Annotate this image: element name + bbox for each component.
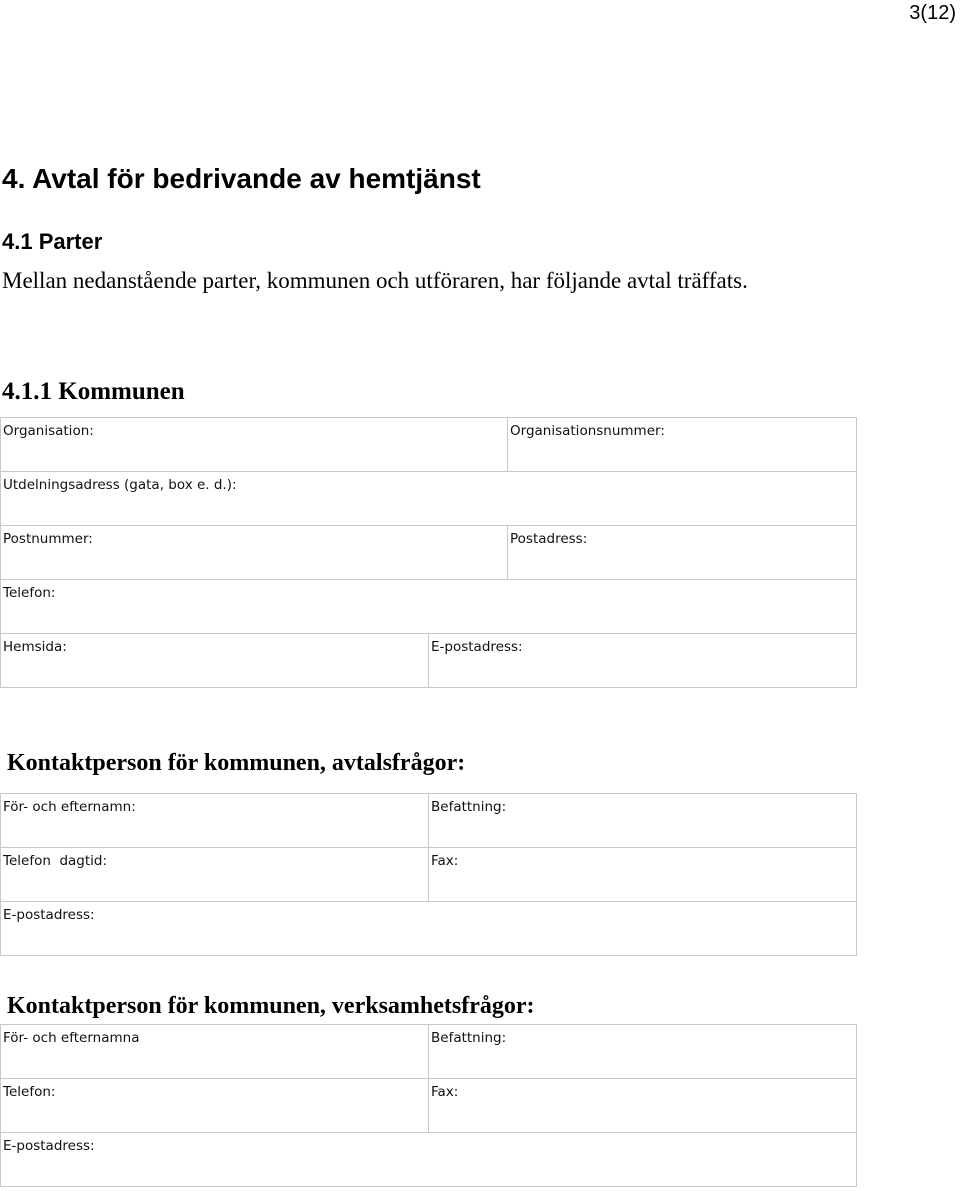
postnummer-label: Postnummer:	[3, 531, 93, 547]
page-number: 3(12)	[909, 2, 956, 24]
telefon-label: Telefon:	[3, 585, 56, 601]
avtal-namn-label: För- och efternamn:	[3, 799, 136, 815]
verksamhet-fax-label: Fax:	[431, 1084, 459, 1100]
verksamhet-namn-label: För- och efternamna	[3, 1030, 140, 1046]
verksamhet-epost-label: E-postadress:	[3, 1138, 95, 1154]
hemsida-label: Hemsida:	[3, 639, 67, 655]
utdelningsadress-field[interactable]	[1, 472, 857, 526]
kommun-form	[0, 417, 857, 688]
avtal-befattning-field[interactable]	[429, 794, 857, 848]
intro-paragraph: Mellan nedanstående parter, kommunen och utföraren, har följande avtal träffats.	[2, 268, 748, 293]
subsection-heading: 4.1.1 Kommunen	[2, 378, 185, 405]
organisation-label: Organisation:	[3, 423, 94, 439]
contact-avtal-form	[0, 793, 857, 956]
page-heading: 4. Avtal för bedrivande av hemtjänst	[2, 163, 481, 194]
avtal-namn-field[interactable]	[1, 794, 429, 848]
contact-verksamhet-heading: Kontaktperson för kommunen, verksamhetsfrågor:	[7, 993, 535, 1019]
verksamhet-telefon-label: Telefon:	[3, 1084, 56, 1100]
verksamhet-epost-field[interactable]	[1, 1133, 857, 1187]
utdelningsadress-label: Utdelningsadress (gata, box e. d.):	[3, 477, 237, 493]
avtal-telefon-field[interactable]	[1, 848, 429, 902]
epost-label: E-postadress:	[431, 639, 523, 655]
postnummer-field[interactable]	[1, 526, 508, 580]
verksamhet-fax-field[interactable]	[429, 1079, 857, 1133]
postadress-field[interactable]	[508, 526, 857, 580]
hemsida-field[interactable]	[1, 634, 429, 688]
telefon-field[interactable]	[1, 580, 857, 634]
section-heading: 4.1 Parter	[2, 229, 103, 254]
organisation-field[interactable]	[1, 418, 508, 472]
verksamhet-telefon-field[interactable]	[1, 1079, 429, 1133]
organisationsnummer-label: Organisationsnummer:	[510, 423, 665, 439]
verksamhet-befattning-field[interactable]	[429, 1025, 857, 1079]
verksamhet-namn-field[interactable]	[1, 1025, 429, 1079]
postadress-label: Postadress:	[510, 531, 588, 547]
avtal-telefon-label: Telefon dagtid:	[3, 853, 108, 869]
epost-field[interactable]	[429, 634, 857, 688]
avtal-fax-label: Fax:	[431, 853, 459, 869]
verksamhet-befattning-label: Befattning:	[431, 1030, 507, 1046]
avtal-epost-label: E-postadress:	[3, 907, 95, 923]
contact-avtal-heading: Kontaktperson för kommunen, avtalsfrågor:	[7, 750, 466, 776]
organisationsnummer-field[interactable]	[508, 418, 857, 472]
avtal-fax-field[interactable]	[429, 848, 857, 902]
avtal-befattning-label: Befattning:	[431, 799, 507, 815]
contact-verksamhet-form	[0, 1024, 857, 1187]
avtal-epost-field[interactable]	[1, 902, 857, 956]
